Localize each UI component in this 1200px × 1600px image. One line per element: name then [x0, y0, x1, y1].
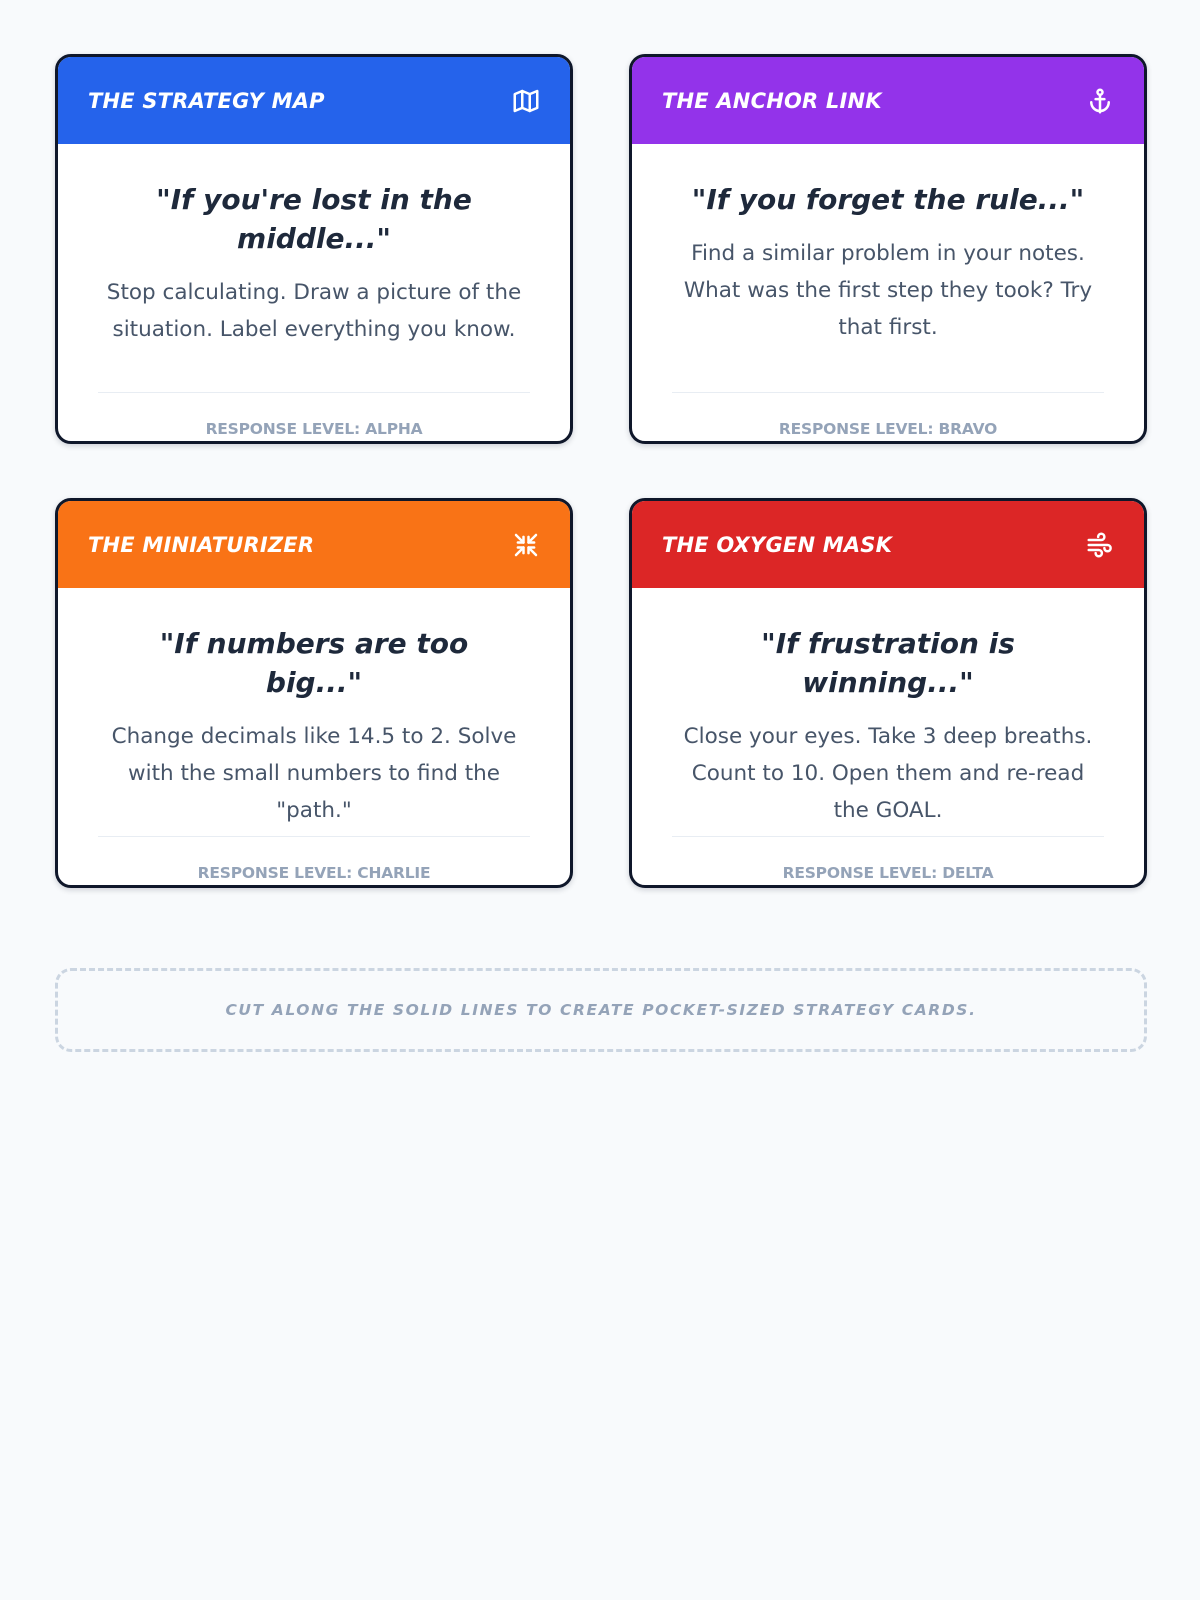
card-title: THE MINIATURIZER [88, 532, 315, 557]
card-body [58, 144, 570, 441]
card-title: THE ANCHOR LINK [662, 88, 882, 113]
card-title: THE OXYGEN MASK [662, 532, 893, 557]
card-footer [98, 392, 530, 441]
card-title: THE STRATEGY MAP [88, 88, 325, 113]
card-strategy-map [55, 54, 573, 444]
card-text: Change decimals like 14.5 to 2. Solve with the small numbers to find the "path." [111, 724, 517, 823]
anchor-icon [1084, 85, 1116, 117]
card-footer [672, 392, 1104, 441]
map-icon [510, 85, 542, 117]
card-anchor-link [629, 54, 1147, 444]
wind-icon [1084, 529, 1116, 561]
cut-instructions-text: CUT ALONG THE SOLID LINES TO CREATE POCKET-SIZED STRATEGY CARDS. [225, 1001, 977, 1019]
card-body [632, 588, 1144, 885]
card-quote: "If you forget the rule..." [691, 183, 1085, 216]
response-level: RESPONSE LEVEL: ALPHA [205, 420, 423, 438]
response-level: RESPONSE LEVEL: CHARLIE [197, 864, 431, 882]
card-header [632, 57, 1144, 144]
strategy-card-grid [55, 54, 1147, 888]
card-footer [98, 836, 530, 885]
response-level: RESPONSE LEVEL: DELTA [782, 864, 994, 882]
response-level: RESPONSE LEVEL: BRAVO [778, 420, 998, 438]
cut-instructions-box [55, 968, 1147, 1052]
card-quote: "If numbers are too big..." [159, 627, 469, 699]
card-header [58, 501, 570, 588]
card-oxygen-mask [629, 498, 1147, 888]
card-text: Close your eyes. Take 3 deep breaths. Count to 10. Open them and re-read the GOAL. [683, 724, 1093, 823]
card-header [58, 57, 570, 144]
card-footer [672, 836, 1104, 885]
card-text: Find a similar problem in your notes. What was the first step they took? Try that first. [683, 241, 1093, 340]
card-body [632, 144, 1144, 441]
card-text: Stop calculating. Draw a picture of the situation. Label everything you know. [106, 280, 522, 342]
minimize-icon [510, 529, 542, 561]
card-header [632, 501, 1144, 588]
card-miniaturizer [55, 498, 573, 888]
card-quote: "If frustration is winning..." [761, 627, 1015, 699]
card-quote: "If you're lost in the middle..." [156, 183, 472, 255]
card-body [58, 588, 570, 885]
